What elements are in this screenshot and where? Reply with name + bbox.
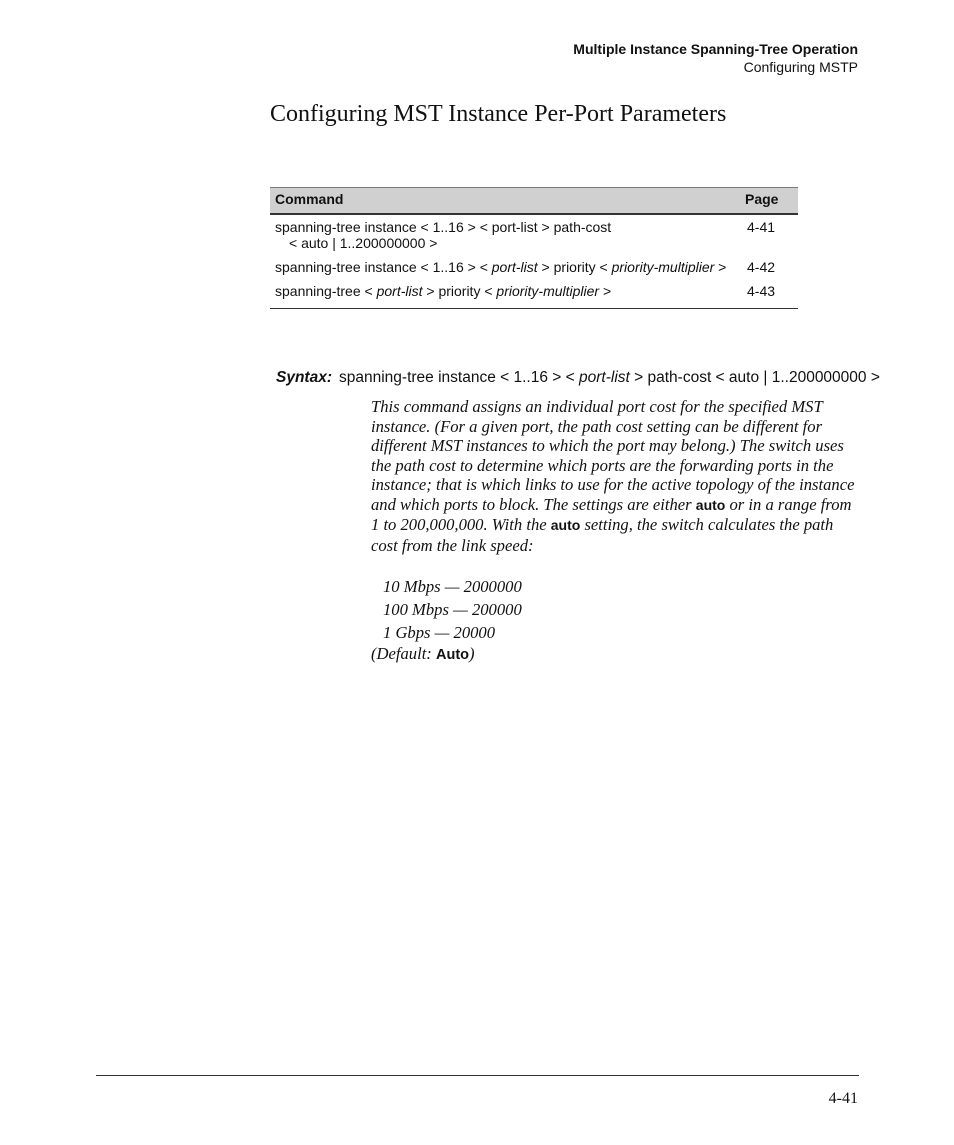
command-text: spanning-tree < [275, 283, 377, 299]
section-title: Configuring MSTP [743, 59, 858, 75]
syntax-description [371, 397, 863, 555]
table-row [270, 257, 798, 281]
command-param: priority-multiplier [496, 283, 600, 299]
description-text: setting, the switch calculates the path cost from the link speed: [371, 515, 834, 555]
default-keyword: Auto [435, 647, 469, 663]
speed-item: 100 Mbps — 200000 [383, 600, 522, 619]
command-text: > [714, 259, 727, 275]
command-text: > priority < [422, 283, 497, 299]
page-ref: 4-42 [747, 259, 776, 275]
command-text: > priority < [537, 259, 612, 275]
table-header-row [270, 188, 798, 215]
description-text: or in a range from 1 to 200,000,000. With the [371, 494, 852, 534]
command-table [270, 187, 798, 309]
chapter-title: Multiple Instance Spanning-Tree Operation [573, 41, 858, 57]
command-cell [270, 214, 741, 257]
page-title: Configuring MST Instance Per-Port Parameters [270, 101, 727, 127]
syntax-line [276, 369, 880, 387]
description-text: This command assigns an individual port cost for the specified MST instance. (For a given port, the path cost setting can be different for different MST instances to which the port may belong.) The switch uses the path cost to determine which ports are the forwarding ports in the instance; that is which links to use for the active topology of the instance and which ports to block. The settings are either [371, 397, 855, 514]
footer-rule [96, 1075, 859, 1076]
command-cell [270, 281, 741, 309]
page-ref: 4-41 [747, 219, 776, 235]
default-value [371, 644, 475, 664]
syntax-label: Syntax: [276, 369, 332, 386]
speed-item: 1 Gbps — 20000 [383, 623, 496, 642]
command-param: port-list [376, 283, 423, 299]
table-row [270, 214, 798, 257]
table-row [270, 281, 798, 309]
command-text-line2: < auto | 1..200000000 > [289, 235, 438, 251]
running-head [573, 40, 858, 76]
speed-item: 10 Mbps — 2000000 [383, 577, 522, 596]
syntax-command: spanning-tree instance < 1..16 > < [339, 369, 579, 386]
command-column-header: Command [270, 188, 741, 215]
default-suffix: ) [469, 644, 475, 663]
command-text-line1: spanning-tree instance < 1..16 > < port-list > path-cost [275, 219, 612, 235]
syntax-param: port-list [579, 369, 630, 386]
default-prefix: (Default: [371, 644, 436, 663]
command-param: port-list [491, 259, 538, 275]
command-param: priority-multiplier [611, 259, 715, 275]
keyword-auto: auto [550, 517, 581, 533]
page-number: 4-41 [828, 1090, 858, 1107]
page-column-header: Page [741, 188, 798, 215]
command-text: spanning-tree instance < 1..16 > < [275, 259, 492, 275]
command-text: > [599, 283, 612, 299]
command-cell [270, 257, 741, 281]
syntax-command: > path-cost < auto | 1..200000000 > [629, 369, 880, 386]
page-ref: 4-43 [741, 281, 798, 309]
keyword-auto: auto [695, 496, 726, 513]
speed-list [383, 575, 522, 644]
